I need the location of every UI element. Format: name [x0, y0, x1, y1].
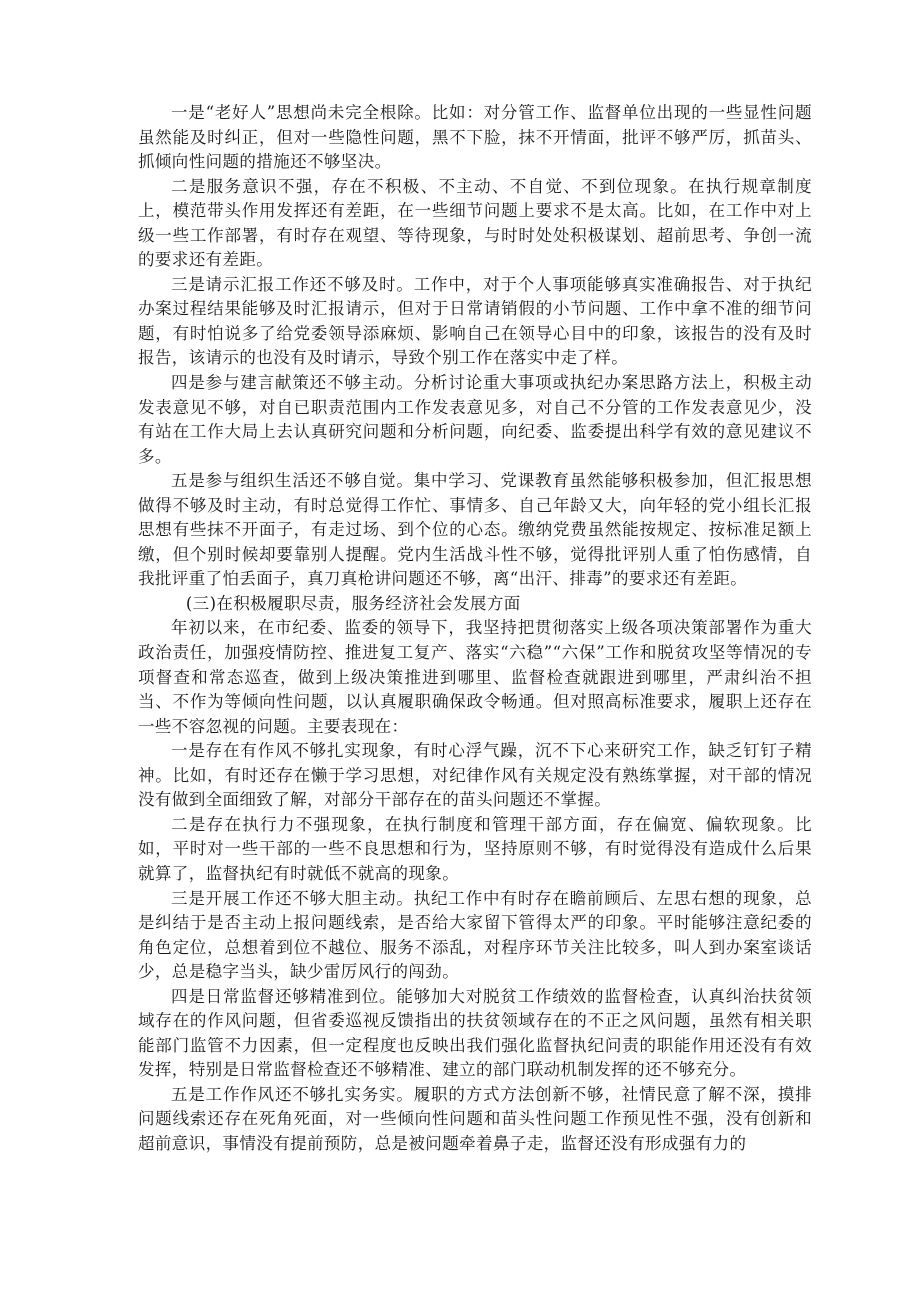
document-body [138, 101, 812, 1157]
paragraph: 一是存在有作风不够扎实现象，有时心浮气躁，沉不下心来研究工作，缺乏钉钉子精神。比如，有时还存在懒于学习思想，对纪律作风有关规定没有熟练掌握，对干部的情况没有做到全面细致了解，对部分干部存在的苗头问题还不掌握。 [138, 741, 812, 810]
paragraph: 五是工作作风还不够扎实务实。履职的方式方法创新不够，社情民意了解不深，摸排问题线索还存在死角死面，对一些倾向性问题和苗头性问题工作预见性不强，没有创新和超前意识，事情没有提前预防，总是被问题牵着鼻子走，监督还没有形成强有力的 [138, 1084, 812, 1153]
section-heading: (三)在积极履职尽责，服务经济社会发展方面 [185, 593, 521, 613]
paragraph: 三是开展工作还不够大胆主动。执纪工作中有时存在瞻前顾后、左思右想的现象，总是纠结于是否主动上报问题线索，是否给大家留下管得太严的印象。平时能够注意纪委的角色定位，总想着到位不越位、服务不添乱，对程序环节关注比较多，叫人到办案室谈话少，总是稳字当头，缺少雷厉风行的闯劲。 [138, 888, 812, 982]
paragraph: 二是存在执行力不强现象，在执行制度和管理干部方面，存在偏宽、偏软现象。比如，平时对一些干部的一些不良思想和行为，坚持原则不够，有时觉得没有造成什么后果就算了，监督执纪有时就低不就高的现象。 [138, 814, 812, 883]
paragraph: 年初以来，在市纪委、监委的领导下，我坚持把贯彻落实上级各项决策部署作为重大政治责任，加强疫情防控、推进复工复产、落实“六稳”“六保”工作和脱贫攻坚等情况的专项督查和常态巡查，做到上级决策推进到哪里、监督检查就跟进到哪里，严肃纠治不担当、不作为等倾向性问题，以认真履职确保政令畅通。但对照高标准要求，履职上还存在一些不容忽视的问题。主要表现在： [138, 618, 812, 736]
paragraph: 二是服务意识不强，存在不积极、不主动、不自觉、不到位现象。在执行规章制度上，模范带头作用发挥还有差距，在一些细节问题上要求不是太高。比如，在工作中对上级一些工作部署，有时存在观望、等待现象，与时时处处积极谋划、超前思考、争创一流的要求还有差距。 [138, 176, 812, 270]
paragraph: 一是“老好人”思想尚未完全根除。比如：对分管工作、监督单位出现的一些显性问题虽然能及时纠正，但对一些隐性问题，黑不下脸，抹不开情面，批评不够严厉，抓苗头、抓倾向性问题的措施还不够坚决。 [138, 103, 812, 172]
paragraph: 四是日常监督还够精准到位。能够加大对脱贫工作绩效的监督检查，认真纠治扶贫领域存在的作风问题，但省委巡视反馈指出的扶贫领域存在的不正之风问题，虽然有相关职能部门监管不力因素，但一定程度也反映出我们强化监督执纪问责的职能作用还没有有效发挥，特别是日常监督检查还不够精准、建立的部门联动机制发挥的还不够充分。 [138, 986, 812, 1080]
paragraph: 五是参与组织生活还不够自觉。集中学习、党课教育虽然能够积极参加，但汇报思想做得不够及时主动，有时总觉得工作忙、事情多、自己年龄又大，向年轻的党小组长汇报思想有些抹不开面子，有走过场、到个位的心态。缴纳党费虽然能按规定、按标准足额上缴，但个别时候却要靠别人提醒。党内生活战斗性不够，觉得批评别人重了怕伤感情，自我批评重了怕丢面子，真刀真枪讲问题还不够，离“出汗、排毒”的要求还有差距。 [138, 471, 812, 589]
paragraph: 四是参与建言献策还不够主动。分析讨论重大事项或执纪办案思路方法上，积极主动发表意见不够，对自已职责范围内工作发表意见多，对自己不分管的工作发表意见少，没有站在工作大局上去认真研究问题和分析问题，向纪委、监委提出科学有效的意见建议不多。 [138, 373, 812, 466]
paragraph: 三是请示汇报工作还不够及时。工作中，对于个人事项能够真实准确报告、对于执纪办案过程结果能够及时汇报请示，但对于日常请销假的小节问题、工作中拿不准的细节问题，有时怕说多了给党委领导添麻烦、影响自己在领导心目中的印象，该报告的没有及时报告，该请示的也没有及时请示，导致个别工作在落实中走了样。 [138, 274, 812, 368]
